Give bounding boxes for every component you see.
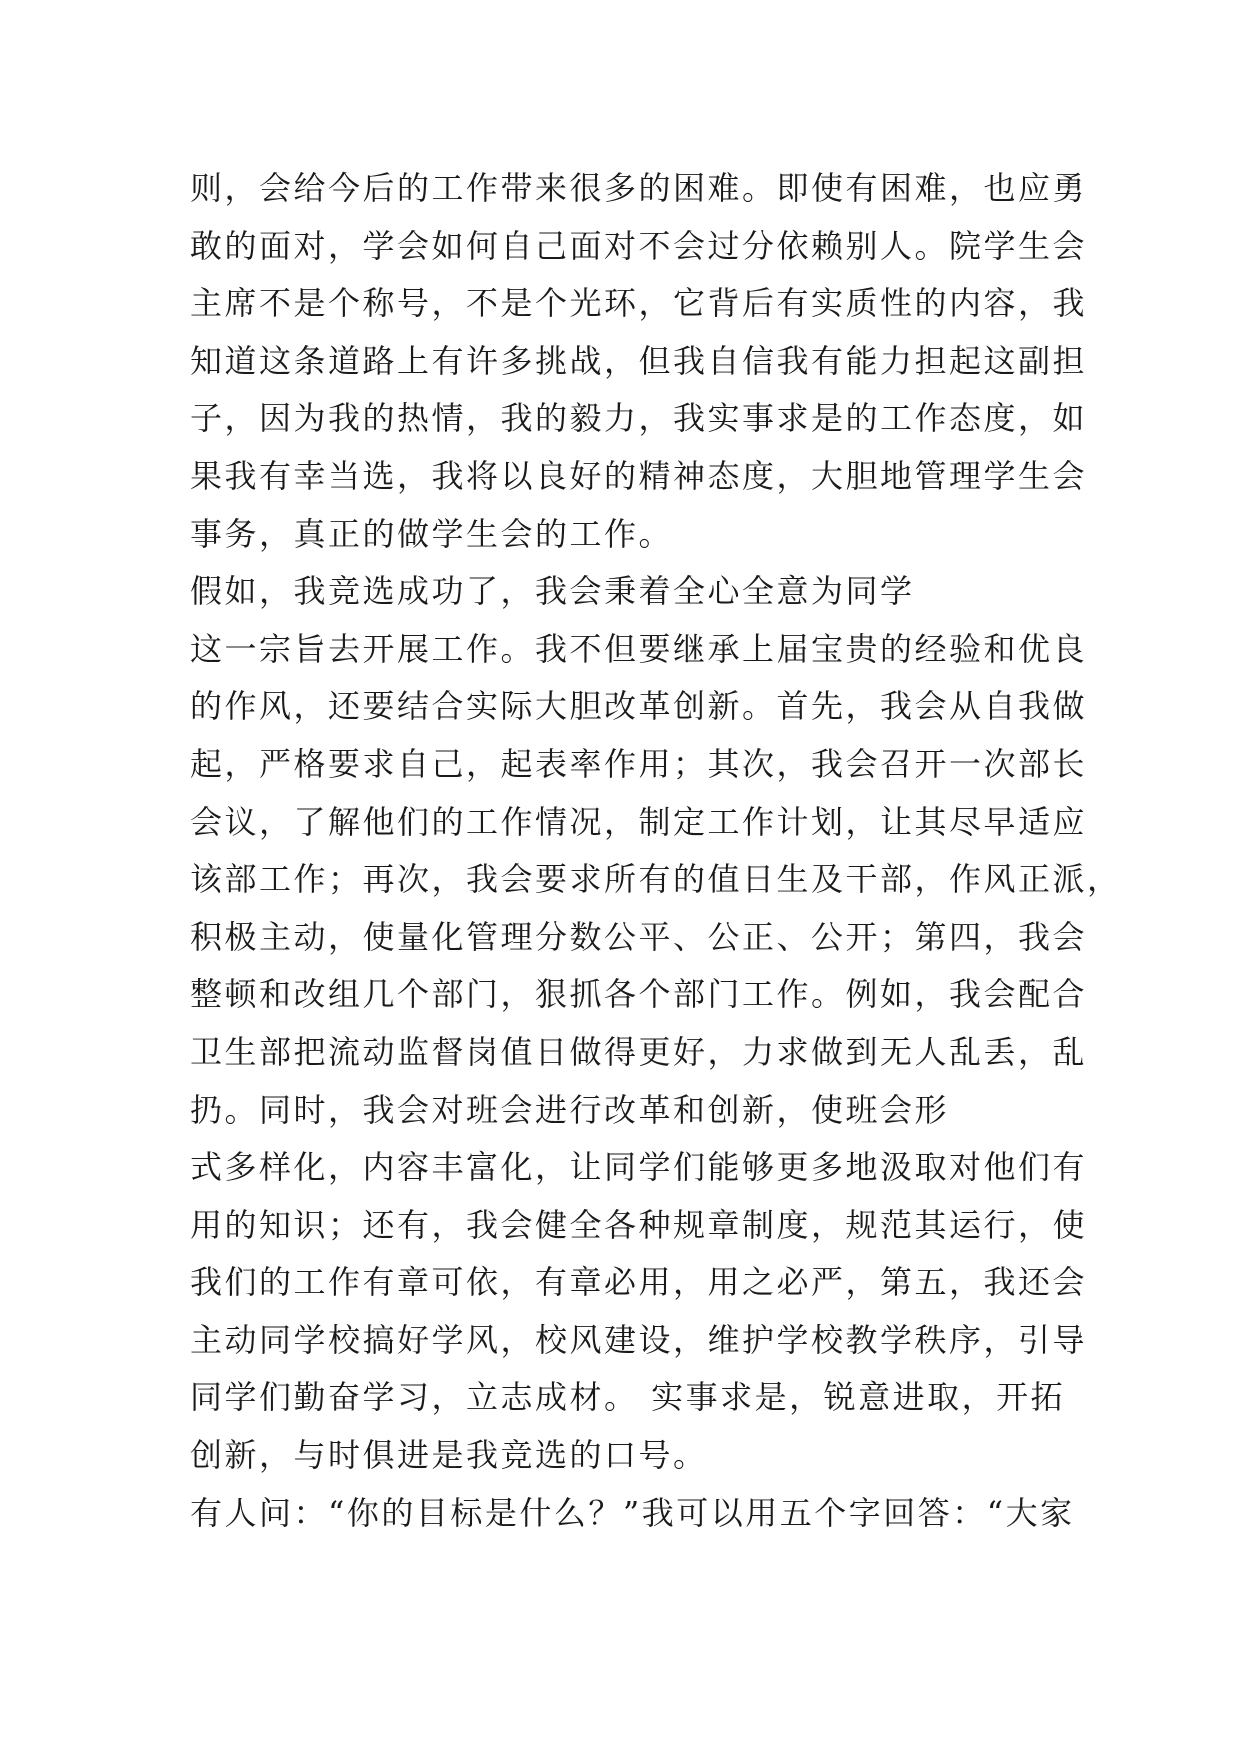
body-text <box>190 160 1122 1542</box>
text-line: 假如，我竞选成功了，我会秉着全心全意为同学 <box>190 572 915 611</box>
text-line: 整顿和改组几个部门，狠抓各个部门工作。例如，我会配合 <box>190 975 1088 1014</box>
text-line: 卫生部把流动监督岗值日做得更好，力求做到无人乱丢，乱 <box>190 1032 1088 1071</box>
text-line: 主动同学校搞好学风，校风建设，维护学校教学秩序，引导 <box>190 1320 1088 1359</box>
text-line: 主席不是个称号，不是个光环，它背后有实质性的内容，我 <box>190 284 1088 323</box>
text-line: 知道这条道路上有许多挑战，但我自信我有能力担起这副担 <box>190 341 1088 380</box>
text-line: 创新，与时俱进是我竞选的口号。 <box>190 1436 708 1475</box>
text-line: 敢的面对，学会如何自己面对不会过分依赖别人。院学生会 <box>190 226 1088 265</box>
text-line: 我们的工作有章可依，有章必用，用之必严，第五，我还会 <box>190 1263 1088 1302</box>
text-line: 用的知识；还有，我会健全各种规章制度，规范其运行，使 <box>190 1205 1088 1244</box>
text-line: 式多样化，内容丰富化，让同学们能够更多地汲取对他们有 <box>190 1148 1088 1187</box>
text-line: 有人问：“你的目标是什么？”我可以用五个字回答：“大家 <box>190 1493 1075 1532</box>
text-line: 的作风，还要结合实际大胆改革创新。首先，我会从自我做 <box>190 687 1088 726</box>
text-line: 扔。同时，我会对班会进行改革和创新，使班会形 <box>190 1090 950 1129</box>
text-line: 同学们勤奋学习，立志成材。 实事求是，锐意进取，开拓 <box>190 1378 1066 1417</box>
text-line: 会议，了解他们的工作情况，制定工作计划，让其尽早适应 <box>190 802 1088 841</box>
text-line: 起，严格要求自己，起表率作用；其次，我会召开一次部长 <box>190 744 1088 783</box>
text-line: 果我有幸当选，我将以良好的精神态度，大胆地管理学生会 <box>190 456 1088 495</box>
text-line: 积极主动，使量化管理分数公平、公正、公开；第四，我会 <box>190 917 1088 956</box>
text-line: 子，因为我的热情，我的毅力，我实事求是的工作态度，如 <box>190 399 1088 438</box>
text-line: 则，会给今后的工作带来很多的困难。即使有困难，也应勇 <box>190 169 1088 207</box>
text-line: 该部工作；再次，我会要求所有的值日生及干部，作风正派， <box>190 860 1122 899</box>
text-line: 事务，真正的做学生会的工作。 <box>190 514 674 553</box>
text-line: 这一宗旨去开展工作。我不但要继承上届宝贵的经验和优良 <box>190 629 1088 668</box>
